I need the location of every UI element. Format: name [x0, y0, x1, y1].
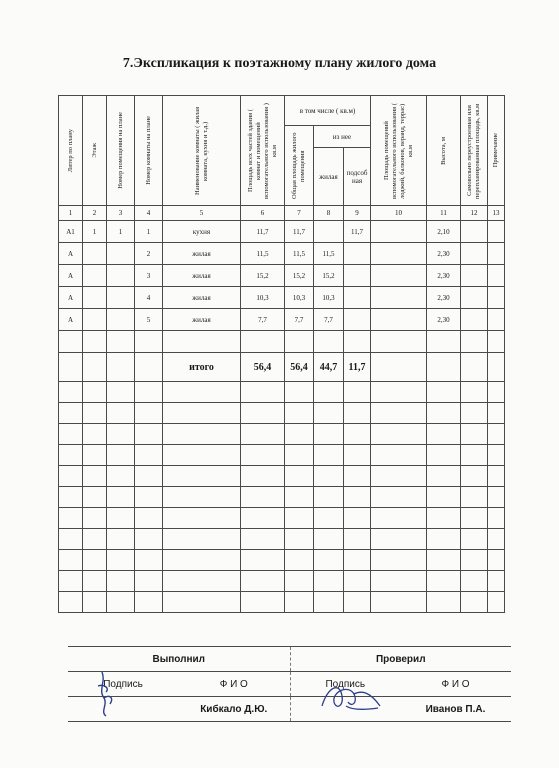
header-floor: Этаж — [83, 96, 107, 206]
cell-living: 7,7 — [314, 309, 344, 331]
cell-floor: 1 — [83, 221, 107, 243]
header-self-built: Самовольно переустроенная или перепланированная площадь, кв.м — [461, 96, 488, 206]
total-row — [59, 353, 505, 382]
cell-name: жилая — [163, 287, 241, 309]
signature-table — [68, 646, 511, 722]
cell-living — [314, 221, 344, 243]
header-note: Примечание — [488, 96, 505, 206]
cell-aux — [344, 287, 371, 309]
col-number: 7 — [285, 206, 314, 221]
header-liter: Литер по плану — [59, 96, 83, 206]
cell-liter: А — [59, 287, 83, 309]
cell-empty — [461, 243, 488, 265]
header-living: жилая — [314, 148, 344, 206]
cell-living: 11,5 — [314, 243, 344, 265]
col-number: 10 — [371, 206, 427, 221]
col-number: 12 — [461, 206, 488, 221]
total-area-all: 56,4 — [241, 353, 285, 382]
cell-height: 2,30 — [427, 243, 461, 265]
cell-liter: А — [59, 265, 83, 287]
cell-empty — [488, 309, 505, 331]
explication-table — [58, 95, 505, 613]
fio-label-1: Ф И О — [178, 672, 290, 697]
cell-floor — [83, 287, 107, 309]
total-total: 56,4 — [285, 353, 314, 382]
explication-table-wrap — [58, 95, 504, 613]
cell-total: 15,2 — [285, 265, 314, 287]
col-number: 8 — [314, 206, 344, 221]
col-number: 9 — [344, 206, 371, 221]
col-number: 5 — [163, 206, 241, 221]
cell-height: 2,10 — [427, 221, 461, 243]
checked-label: Проверил — [290, 647, 511, 672]
col-number: 11 — [427, 206, 461, 221]
cell-room — [107, 265, 135, 287]
header-area-all: Площадь всех частей здания ( комнат и помещений вспомогательного использования ) кв.м — [241, 96, 285, 206]
cell-total: 10,3 — [285, 287, 314, 309]
cell-room — [107, 243, 135, 265]
cell-total: 11,5 — [285, 243, 314, 265]
cell-empty — [488, 243, 505, 265]
cell-aux — [344, 243, 371, 265]
cell-name: жилая — [163, 309, 241, 331]
table-row — [59, 287, 505, 309]
sign-label-2: Подпись — [290, 672, 400, 697]
cell-komn: 3 — [135, 265, 163, 287]
cell-liter: А — [59, 309, 83, 331]
cell-aux-use — [371, 243, 427, 265]
cell-living: 10,3 — [314, 287, 344, 309]
header-height: Высота, м — [427, 96, 461, 206]
header-naming: Наименование комнаты ( жилая комната, кухня и т.д.) — [163, 96, 241, 206]
header-total-living: Общая площадь жилого помещения — [285, 126, 314, 206]
cell-room: 1 — [107, 221, 135, 243]
cell-total: 7,7 — [285, 309, 314, 331]
table-row-empty — [59, 403, 505, 424]
table-row-empty — [59, 331, 505, 353]
table-row — [59, 309, 505, 331]
cell-floor — [83, 309, 107, 331]
table-row-empty — [59, 466, 505, 487]
table-row-empty — [59, 487, 505, 508]
signature-icon — [318, 676, 386, 716]
col-number: 6 — [241, 206, 285, 221]
cell-name: жилая — [163, 243, 241, 265]
cell-empty — [488, 287, 505, 309]
header-komn-no: Номер комнаты на плане — [135, 96, 163, 206]
table-row-empty — [59, 424, 505, 445]
cell-living: 15,2 — [314, 265, 344, 287]
name-1: Кибкало Д.Ю. — [178, 697, 290, 722]
sign-label-1: Подпись — [68, 672, 178, 697]
table-row-empty — [59, 550, 505, 571]
cell-name: кухня — [163, 221, 241, 243]
column-numbers-row — [59, 206, 505, 221]
cell-area-all: 11,7 — [241, 221, 285, 243]
cell-aux-use — [371, 221, 427, 243]
cell-aux-use — [371, 287, 427, 309]
cell-aux — [344, 265, 371, 287]
cell-floor — [83, 265, 107, 287]
table-row — [59, 243, 505, 265]
page-title: 7.Экспликация к поэтажному плану жилого дома — [122, 56, 437, 71]
cell-height: 2,30 — [427, 265, 461, 287]
table-row — [59, 265, 505, 287]
header-aux: подсоб ная — [344, 148, 371, 206]
cell-area-all: 7,7 — [241, 309, 285, 331]
cell-empty — [461, 221, 488, 243]
cell-empty — [488, 265, 505, 287]
cell-total: 11,7 — [285, 221, 314, 243]
table-row-empty — [59, 529, 505, 550]
table-row-empty — [59, 508, 505, 529]
cell-komn: 4 — [135, 287, 163, 309]
signature-block — [68, 646, 511, 722]
cell-liter: А1 — [59, 221, 83, 243]
signature-icon — [90, 668, 130, 720]
fio-label-2: Ф И О — [400, 672, 511, 697]
cell-floor — [83, 243, 107, 265]
cell-komn: 5 — [135, 309, 163, 331]
cell-liter: А — [59, 243, 83, 265]
total-living: 44,7 — [314, 353, 344, 382]
header-aux-use: Площадь помещений вспомогательного использования ( лоджий, балконов, веранд, террас) кв.м — [371, 96, 427, 206]
name-2: Иванов П.А. — [400, 697, 511, 722]
cell-room — [107, 287, 135, 309]
cell-area-all: 11,5 — [241, 243, 285, 265]
cell-empty — [461, 265, 488, 287]
cell-aux — [344, 309, 371, 331]
col-number: 3 — [107, 206, 135, 221]
col-number: 13 — [488, 206, 505, 221]
cell-area-all: 15,2 — [241, 265, 285, 287]
table-row-empty — [59, 592, 505, 613]
cell-height: 2,30 — [427, 287, 461, 309]
cell-height: 2,30 — [427, 309, 461, 331]
done-label: Выполнил — [68, 647, 290, 672]
total-label: итого — [163, 353, 241, 382]
cell-aux: 11,7 — [344, 221, 371, 243]
cell-komn: 1 — [135, 221, 163, 243]
cell-empty — [461, 287, 488, 309]
col-number: 2 — [83, 206, 107, 221]
table-row-empty — [59, 445, 505, 466]
header-v-tom-chisle: в том числе ( кв.м) — [285, 96, 371, 126]
cell-aux-use — [371, 265, 427, 287]
cell-empty — [461, 309, 488, 331]
col-number: 4 — [135, 206, 163, 221]
header-iz-nee: из нее — [314, 126, 371, 148]
cell-room — [107, 309, 135, 331]
cell-area-all: 10,3 — [241, 287, 285, 309]
empty-rows — [59, 382, 505, 613]
header-room-no: Номер помещения на плане — [107, 96, 135, 206]
cell-name: жилая — [163, 265, 241, 287]
total-aux: 11,7 — [344, 353, 371, 382]
table-row-empty — [59, 382, 505, 403]
col-number: 1 — [59, 206, 83, 221]
table-row-empty — [59, 571, 505, 592]
cell-empty — [488, 221, 505, 243]
table-row — [59, 221, 505, 243]
cell-komn: 2 — [135, 243, 163, 265]
cell-aux-use — [371, 309, 427, 331]
